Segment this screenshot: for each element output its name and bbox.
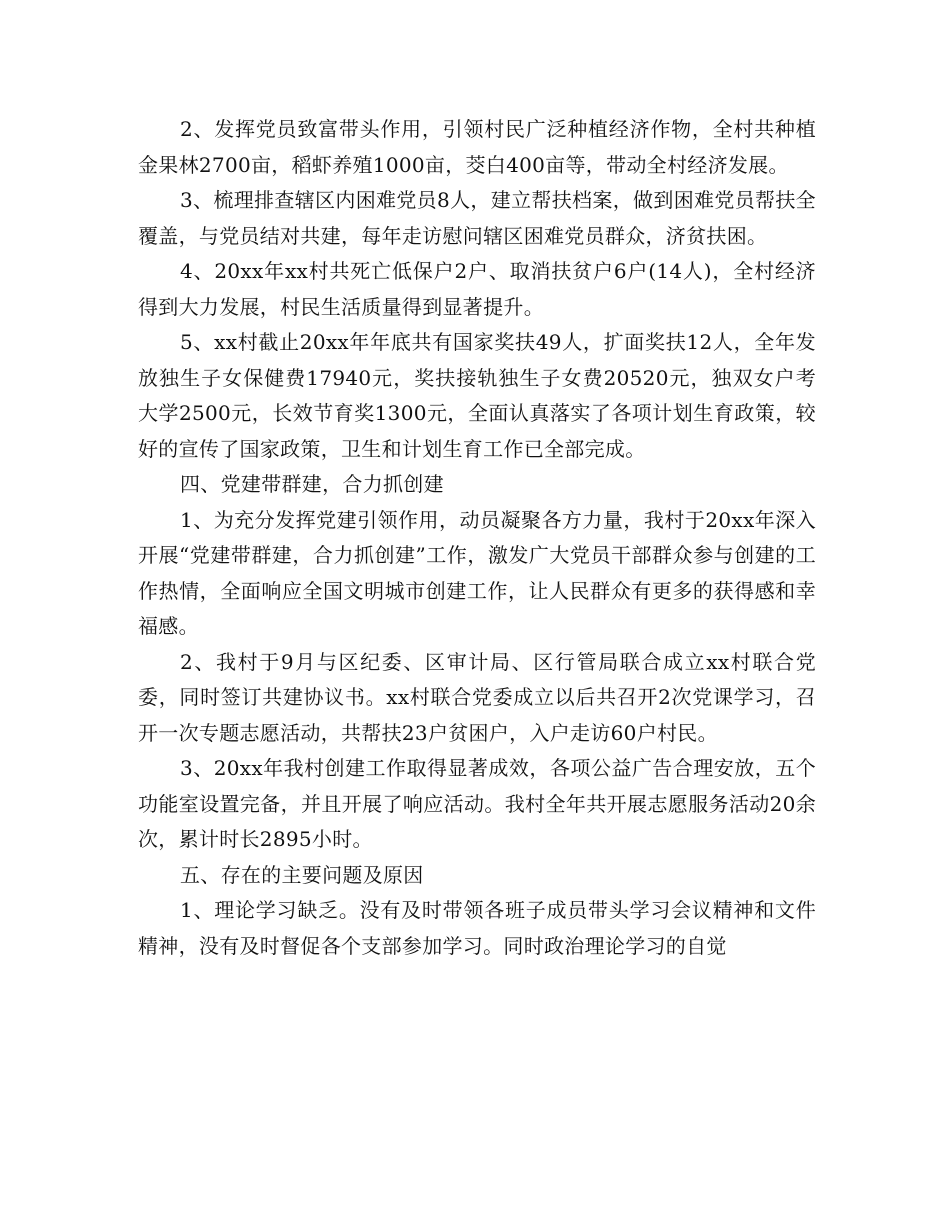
paragraph-3-poor-members: 3、梳理排查辖区内困难党员8人，建立帮扶档案，做到困难党员帮扶全覆盖，与党员结对共建，每年走访慰问辖区困难党员群众，济贫扶困。: [138, 188, 816, 248]
paragraph-3-volunteer: 3、20xx年我村创建工作取得显著成效，各项公益广告合理安放，五个功能室设置完备，并且开展了响应活动。我村全年共开展志愿服务活动20余次，累计时长2895小时。: [138, 756, 816, 851]
section-heading-5: 五、存在的主要问题及原因: [180, 862, 424, 887]
document-page: [138, 112, 816, 964]
paragraph-2-joint-committee: 2、我村于9月与区纪委、区审计局、区行管局联合成立xx村联合党委，同时签订共建协议书。xx村联合党委成立以后共召开2次党课学习，召开一次专题志愿活动，共帮扶23户贫困户，入户走访60户村民。: [138, 649, 816, 745]
paragraph-1-theory-study: 1、理论学习缺乏。没有及时带领各班子成员带头学习会议精神和文件精神，没有及时督促各个支部参加学习。同时政治理论学习的自觉: [138, 898, 816, 958]
paragraph-2-income: 2、发挥党员致富带头作用，引领村民广泛种植经济作物，全村共种植金果林2700亩，稻虾养殖1000亩，茭白400亩等，带动全村经济发展。: [138, 117, 816, 177]
section-heading-4: 四、党建带群建，合力抓创建: [180, 472, 444, 496]
paragraph-1-party-building: 1、为充分发挥党建引领作用，动员凝聚各方力量，我村于20xx年深入开展“党建带群建，合力抓创建”工作，激发广大党员干部群众参与创建的工作热情，全面响应全国文明城市创建工作，让人民群众有更多的获得感和幸福感。: [138, 507, 816, 638]
paragraph-5-family-planning: 5、xx村截止20xx年年底共有国家奖扶49人，扩面奖扶12人，全年发放独生子女保健费17940元，奖扶接轨独生子女费20520元，独双女户考大学2500元，长效节育奖1300元，全面认真落实了各项计划生育政策，较好的宣传了国家政策，卫生和计划生育工作已全部完成。: [138, 330, 816, 461]
paragraph-4-welfare: 4、20xx年xx村共死亡低保户2户、取消扶贫户6户(14人)，全村经济得到大力发展，村民生活质量得到显著提升。: [138, 259, 816, 319]
